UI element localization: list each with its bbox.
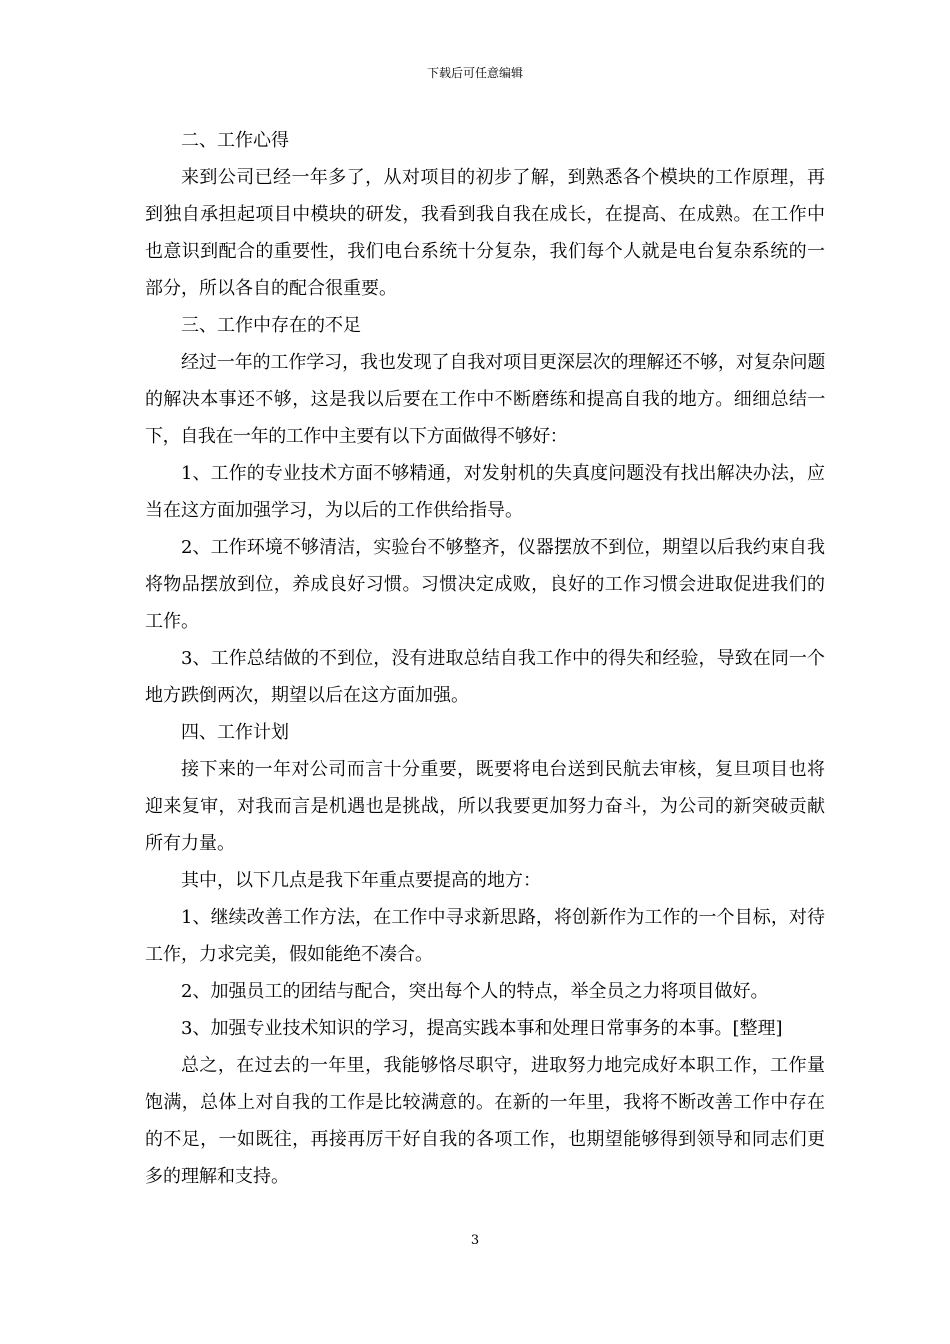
page-header-note: 下载后可任意编辑 [426,66,523,80]
list-item-shortcoming-2: 2、工作环境不够清洁，实验台不够整齐，仪器摆放不到位，期望以后我约束自我将物品摆放到位，养成良好习惯。习惯决定成败，良好的工作习惯会进取促进我们的工作。 [145,537,825,632]
list-item-shortcoming-3: 3、工作总结做的不到位，没有进取总结自我工作中的得失和经验，导致在同一个地方跌倒两次，期望以后在这方面加强。 [145,648,825,706]
paragraph-work-plan: 接下来的一年对公司而言十分重要，既要将电台送到民航去审核，复旦项目也将迎来复审，对我而言是机遇也是挑战，所以我要更加努力奋斗，为公司的新突破贡献所有力量。 [145,759,825,854]
section-heading-shortcomings: 三、工作中存在的不足 [181,315,361,336]
section-heading-work-plan: 四、工作计划 [181,722,289,743]
paragraph-conclusion: 总之，在过去的一年里，我能够恪尽职守，进取努力地完成好本职工作，工作量饱满，总体上对自我的工作是比较满意的。在新的一年里，我将不断改善工作中存在的不足，一如既往，再接再厉干好自我的各项工作，也期望能够得到领导和同志们更多的理解和支持。 [145,1055,825,1187]
list-item-plan-1: 1、继续改善工作方法，在工作中寻求新思路，将创新作为工作的一个目标，对待工作，力求完美，假如能绝不凑合。 [145,907,825,965]
paragraph-shortcomings-intro: 经过一年的工作学习，我也发现了自我对项目更深层次的理解还不够，对复杂问题的解决本事还不够，这是我以后要在工作中不断磨练和提高自我的地方。细细总结一下，自我在一年的工作中主要有以下方面做得不够好： [145,352,825,447]
document-body [145,122,825,1195]
paragraph-key-points-intro: 其中，以下几点是我下年重点要提高的地方： [181,870,541,891]
list-item-plan-3: 3、加强专业技术知识的学习，提高实践本事和处理日常事务的本事。[整理] [181,1018,783,1039]
list-item-plan-2: 2、加强员工的团结与配合，突出每个人的特点，举全员之力将项目做好。 [181,981,769,1002]
section-heading-work-experience: 二、工作心得 [181,130,289,151]
list-item-shortcoming-1: 1、工作的专业技术方面不够精通，对发射机的失真度问题没有找出解决办法，应当在这方面加强学习，为以后的工作供给指导。 [145,463,825,521]
paragraph-work-experience: 来到公司已经一年多了，从对项目的初步了解，到熟悉各个模块的工作原理，再到独自承担起项目中模块的研发，我看到我自我在成长，在提高、在成熟。在工作中也意识到配合的重要性，我们电台系统十分复杂，我们每个人就是电台复杂系统的一部分，所以各自的配合很重要。 [145,167,825,299]
page-number: 3 [470,1233,480,1248]
